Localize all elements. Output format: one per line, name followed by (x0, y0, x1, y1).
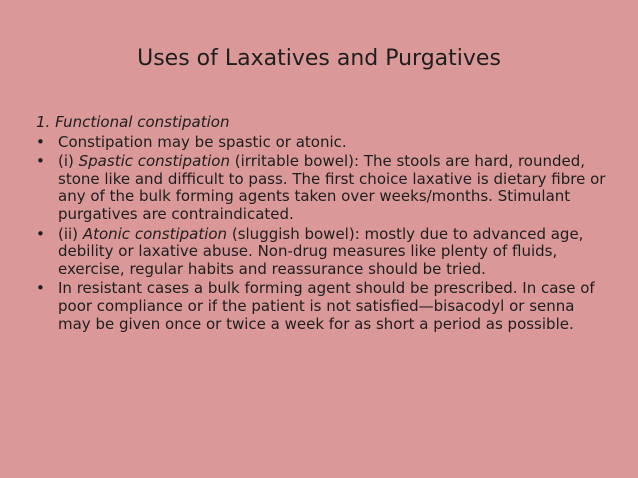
bullet-item (36, 153, 606, 223)
bullet-emphasis: Atonic constipation (82, 224, 228, 243)
bullet-text: Constipation may be spastic or atonic. (58, 132, 347, 151)
bullet-item (36, 280, 606, 333)
subheading: 1. Functional constipation (36, 113, 230, 131)
bullet-text: In resistant cases a bulk forming agent should be prescribed. In case of poor compliance or if the patient is not satisfied—bisacodyl or senna may be given once or twice a week for as short a period as possible. (58, 279, 595, 333)
bullet-prefix: (ii) (58, 224, 83, 243)
bullet-text: (irritable bowel): The stools are hard, rounded, stone like and difficult to pass. The first choice laxative is dietary fibre or any of the bulk forming agents taken over weeks/months. Stimulant purgatives are contraindicated. (58, 152, 606, 223)
bullet-item (36, 226, 606, 279)
bullet-icon: • (36, 279, 45, 298)
bullet-emphasis: Spastic constipation (78, 152, 230, 171)
bullet-icon: • (36, 224, 45, 243)
bullet-text: (sluggish bowel): mostly due to advanced age, debility or laxative abuse. Non-drug measures like plenty of fluids, exercise, regular habits and reassurance should be tried. (58, 224, 584, 278)
bullet-item (36, 134, 606, 152)
slide-title: Uses of Laxatives and Purgatives (137, 46, 501, 71)
bullet-icon: • (36, 152, 45, 171)
bullet-icon: • (36, 132, 45, 151)
bullet-list (36, 134, 606, 334)
slide-content (36, 114, 606, 335)
bullet-prefix: (i) (58, 152, 79, 171)
